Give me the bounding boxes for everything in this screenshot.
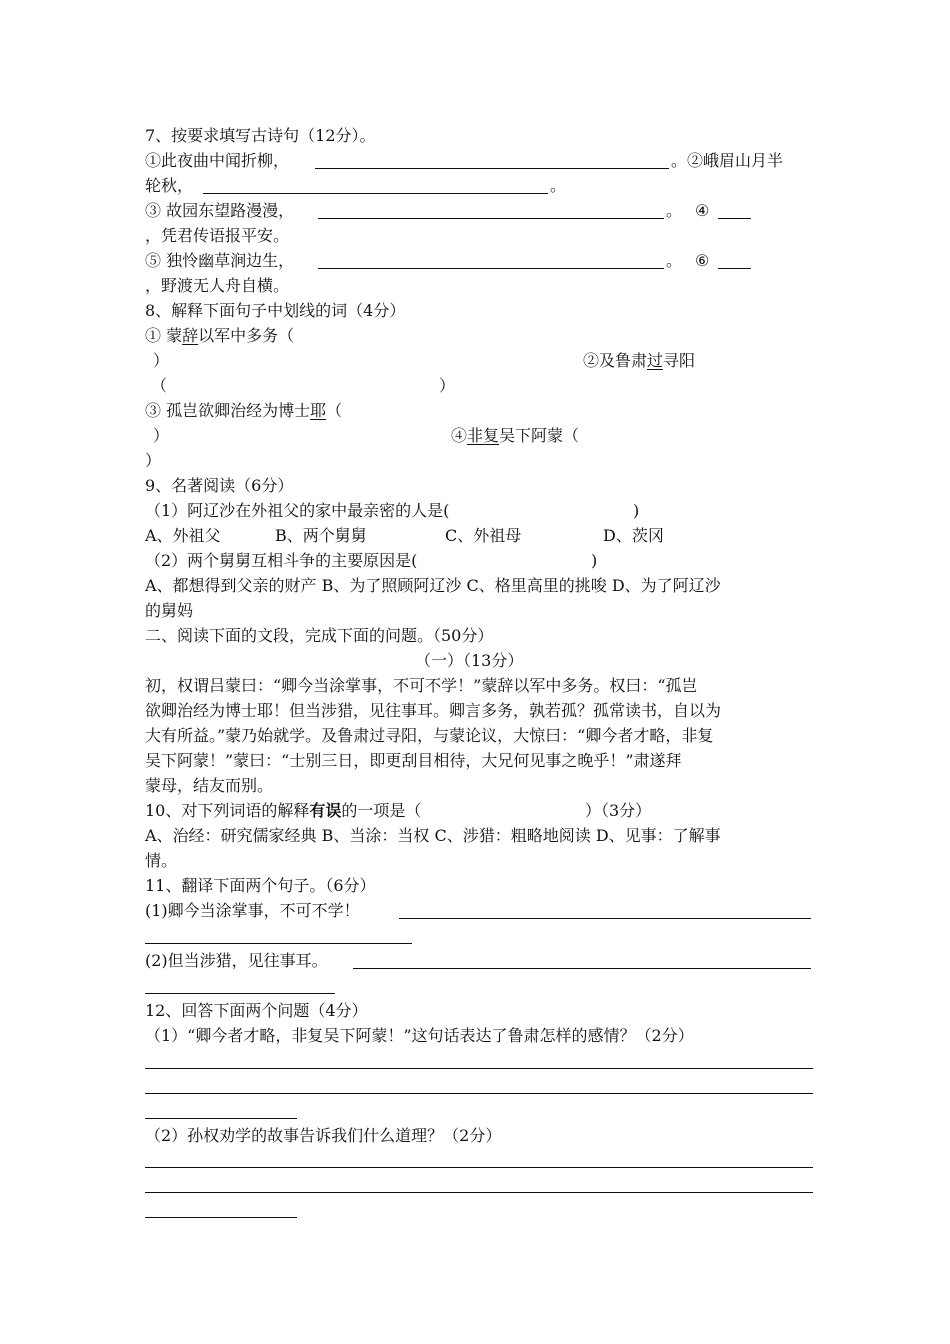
- q9-p1-option-d: D、茨冈: [603, 526, 664, 545]
- q11-sentence-1: (1)卿今当涂掌事，不可不学！: [145, 901, 360, 920]
- passage-line: 吴下阿蒙！”蒙曰：“士别三日，即更刮目相待，大兄何见事之晚乎！”肃遂拜: [145, 751, 682, 770]
- q7-line5-c: ⑥: [695, 251, 710, 270]
- q12-answer-line[interactable]: [145, 1118, 297, 1119]
- section-2-subtitle: （一）（13分）: [415, 651, 524, 670]
- q9-p2-options: A、都想得到父亲的财产 B、为了照顾阿辽沙 C、格里高里的挑唆 D、为了阿辽沙: [145, 576, 721, 595]
- q8-s1-pre: ① 蒙: [145, 326, 183, 345]
- section-2-title: 二、阅读下面的文段，完成下面的问题。（50分）: [145, 626, 494, 645]
- q8-s4-pre: ④: [451, 426, 468, 445]
- q8-close-2: ）: [439, 376, 456, 395]
- passage-line: 蒙母，结友而别。: [145, 776, 274, 795]
- q8-sentence-1: [145, 324, 294, 348]
- q10-emphasis: 有误: [309, 801, 342, 820]
- q8-s4-post: 吴下阿蒙（: [499, 426, 580, 445]
- q9-part-2: （2）两个舅舅互相斗争的主要原因是(: [145, 551, 418, 570]
- q10-options: A、治经：研究儒家经典 B、当涂：当权 C、涉猎：粗略地阅读 D、见事：了解事: [145, 826, 721, 845]
- q11-sentence-2: (2)但当涉猎，见往事耳。: [145, 951, 328, 970]
- passage-line: 欲卿治经为博士耶！但当涉猎，见往事耳。卿言多务，孰若孤？孤常读书，自以为: [145, 701, 722, 720]
- q9-p2-options-cont: 的舅妈: [145, 601, 194, 620]
- q9-part1-close: ): [633, 501, 640, 520]
- q8-sentence-4: [451, 424, 579, 448]
- q12-part-2: （2）孙权劝学的故事告诉我们什么道理？（2分）: [145, 1126, 502, 1145]
- q7-line3-a: ③ 故园东望路漫漫，: [145, 201, 295, 220]
- q12-answer-line[interactable]: [145, 1093, 813, 1094]
- q7-line3-c: ④: [695, 201, 710, 220]
- q9-part2-close: ): [591, 551, 598, 570]
- q8-title: 8、解释下面句子中划线的词（4分）: [145, 301, 406, 320]
- q11-answer-line-1b[interactable]: [145, 943, 412, 944]
- q7-line5-a: ⑤ 独怜幽草涧边生，: [145, 251, 295, 270]
- q8-s3-pre: ③ 孤岂欲卿治经为博士: [145, 401, 311, 420]
- q12-answer-line[interactable]: [145, 1167, 813, 1168]
- q7-blank-5[interactable]: [318, 268, 664, 269]
- q8-sentence-3: [145, 399, 342, 423]
- q8-s1-underlined: 辞: [182, 326, 199, 345]
- q7-line2-b: 。: [550, 176, 567, 195]
- q8-close-4: ）: [145, 451, 162, 470]
- q7-blank-6[interactable]: [718, 268, 751, 269]
- q10-post: 的一项是（: [341, 801, 422, 820]
- q8-s2-underlined: 过: [647, 351, 664, 370]
- q7-line4: ，凭君传语报平安。: [145, 226, 290, 245]
- q11-answer-line-2b[interactable]: [145, 993, 335, 994]
- q7-blank-3[interactable]: [318, 218, 664, 219]
- q12-part-1: （1）“卿今者才略，非复吴下阿蒙！”这句话表达了鲁肃怎样的感情？（2分）: [145, 1026, 694, 1045]
- q8-s4-underlined: 非复: [467, 426, 500, 445]
- q10-title: [145, 799, 421, 823]
- q9-p1-option-a: A、外祖父: [145, 526, 221, 545]
- q7-line-1: [145, 149, 289, 173]
- q12-answer-line[interactable]: [145, 1068, 813, 1069]
- q11-title: 11、翻译下面两个句子。（6分）: [145, 876, 376, 895]
- q10-close: ）（3分）: [585, 801, 652, 820]
- q8-s3-post: （: [326, 401, 343, 420]
- q8-close-3: ）: [153, 426, 170, 445]
- q11-answer-line-1a[interactable]: [399, 918, 811, 919]
- q7-line2-a: 轮秋，: [145, 176, 194, 195]
- q9-title: 9、名著阅读（6分）: [145, 476, 294, 495]
- q10-options-cont: 情。: [145, 851, 178, 870]
- passage-line: 初，权谓吕蒙曰：“卿今当涂掌事，不可不学！”蒙辞以军中多务。权曰：“孤岂: [145, 676, 698, 695]
- q7-line1-a: ①此夜曲中闻折柳，: [145, 151, 290, 170]
- q7-line6: ，野渡无人舟自横。: [145, 276, 290, 295]
- q8-s2-pre: ②及鲁肃: [583, 351, 648, 370]
- q7-blank-1[interactable]: [315, 168, 669, 169]
- q12-answer-line[interactable]: [145, 1217, 297, 1218]
- q9-part-1: （1）阿辽沙在外祖父的家中最亲密的人是(: [145, 501, 450, 520]
- q8-close-1: ）: [153, 351, 170, 370]
- q7-line3-b: 。: [666, 201, 683, 220]
- q7-title: 7、按要求填写古诗句（12分）。: [145, 126, 376, 145]
- q8-s2-post: 寻阳: [663, 351, 696, 370]
- q7-line5-b: 。: [666, 251, 683, 270]
- q7-blank-2[interactable]: [203, 193, 548, 194]
- q10-pre: 10、对下列词语的解释: [145, 801, 310, 820]
- q9-p1-option-c: C、外祖母: [445, 526, 522, 545]
- q8-open-2: （: [151, 376, 168, 395]
- q7-line1-b: 。②峨眉山月半: [671, 151, 784, 170]
- q9-p1-option-b: B、两个舅舅: [275, 526, 367, 545]
- q8-s1-post: 以军中多务（: [198, 326, 295, 345]
- q8-s3-underlined: 耶: [310, 401, 327, 420]
- q8-sentence-2: [583, 349, 695, 373]
- q11-answer-line-2a[interactable]: [353, 968, 811, 969]
- q7-blank-4[interactable]: [718, 218, 751, 219]
- passage-line: 大有所益。”蒙乃始就学。及鲁肃过寻阳，与蒙论议，大惊曰：“卿今者才略，非复: [145, 726, 714, 745]
- q12-answer-line[interactable]: [145, 1192, 813, 1193]
- q12-title: 12、回答下面两个问题（4分）: [145, 1001, 368, 1020]
